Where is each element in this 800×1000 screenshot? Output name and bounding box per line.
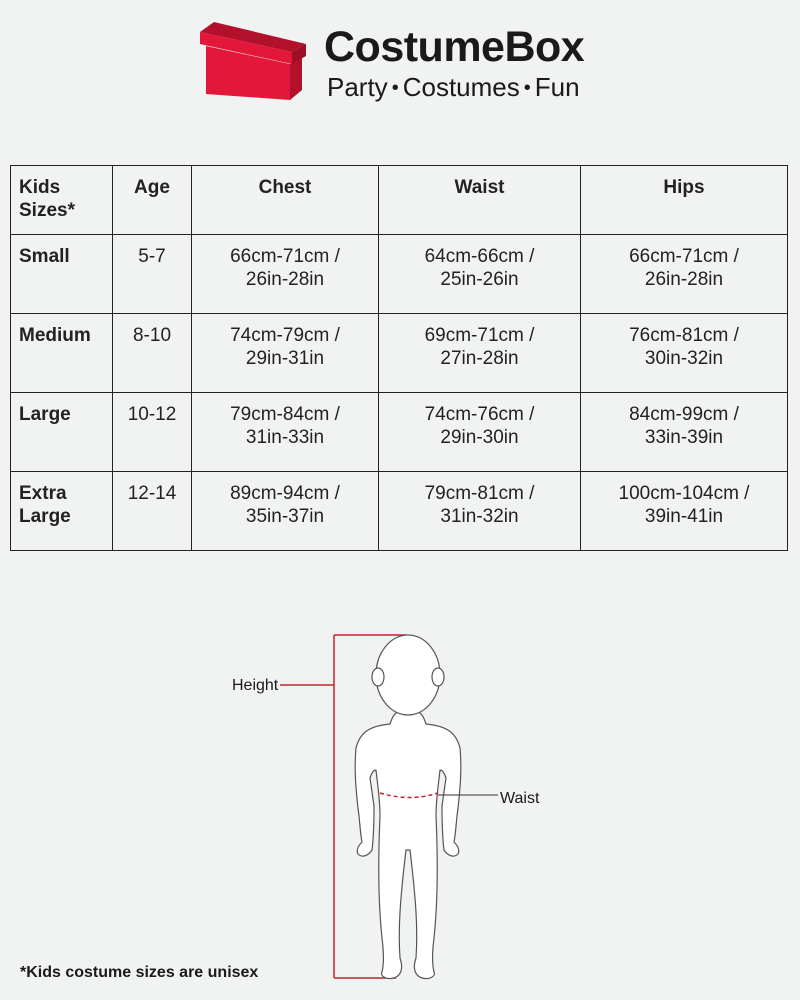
size-name: Medium [11,314,113,393]
age-range: 5-7 [113,235,192,314]
tagline-costumes: Costumes [402,72,520,102]
tagline-fun: Fun [534,72,580,102]
table-row [11,472,788,551]
age-range: 10-12 [113,393,192,472]
tagline-party: Party [327,72,388,102]
brand-tagline [327,72,580,105]
costume-box-logo-icon [196,20,308,102]
tagline-separator: • [523,77,531,99]
waist-value: 74cm-76cm / 29in-30in [379,393,581,472]
hips-value: 100cm-104cm / 39in-41in [581,472,788,551]
child-silhouette-icon [355,635,461,979]
waist-value: 64cm-66cm / 25in-26in [379,235,581,314]
age-range: 8-10 [113,314,192,393]
header-waist: Waist [379,166,581,235]
chest-value: 74cm-79cm / 29in-31in [192,314,379,393]
unisex-footnote: *Kids costume sizes are unisex [20,964,259,981]
hips-value: 84cm-99cm / 33in-39in [581,393,788,472]
header-hips: Hips [581,166,788,235]
table-header-row [11,166,788,235]
brand-logo [196,20,616,104]
size-name: Extra Large [11,472,113,551]
chest-value: 79cm-84cm / 31in-33in [192,393,379,472]
tagline-separator: • [391,77,399,99]
header-age: Age [113,166,192,235]
waist-label: Waist [500,790,540,807]
hips-value: 66cm-71cm / 26in-28in [581,235,788,314]
brand-name: CostumeBox [324,23,585,71]
size-name: Large [11,393,113,472]
chest-value: 66cm-71cm / 26in-28in [192,235,379,314]
size-chart-table [10,165,788,551]
header-kids-sizes: Kids Sizes* [11,166,113,235]
waist-value: 69cm-71cm / 27in-28in [379,314,581,393]
waist-value: 79cm-81cm / 31in-32in [379,472,581,551]
header-chest: Chest [192,166,379,235]
hips-value: 76cm-81cm / 30in-32in [581,314,788,393]
table-row [11,393,788,472]
age-range: 12-14 [113,472,192,551]
table-row [11,314,788,393]
chest-value: 89cm-94cm / 35in-37in [192,472,379,551]
table-row [11,235,788,314]
height-label: Height [232,677,279,694]
size-name: Small [11,235,113,314]
